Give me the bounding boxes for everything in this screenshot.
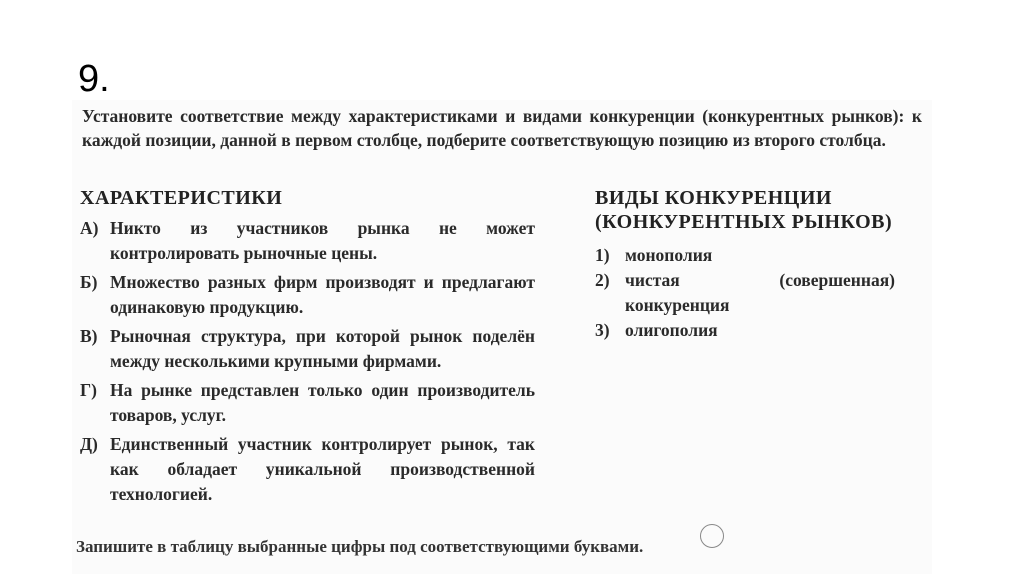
item-letter: В) xyxy=(80,326,98,346)
item-text: монополия xyxy=(625,245,713,265)
item-number: 2) xyxy=(595,270,610,290)
scanned-task xyxy=(72,100,932,574)
kinds-list xyxy=(595,243,895,343)
item-letter: Д) xyxy=(80,434,98,454)
characteristic-item xyxy=(80,378,535,428)
item-text: чистая (совершенная) конкуренция xyxy=(625,270,895,315)
characteristic-item xyxy=(80,216,535,266)
item-text: На рынке представлен только один производитель товаров, услуг. xyxy=(110,380,535,425)
characteristic-item xyxy=(80,270,535,320)
characteristic-item xyxy=(80,432,535,507)
item-letter: Б) xyxy=(80,272,98,292)
item-number: 1) xyxy=(595,245,610,265)
item-text: олигополия xyxy=(625,320,718,340)
item-number: 3) xyxy=(595,320,610,340)
cut-off-instruction: Запишите в таблицу выбранные цифры под соответствующими буквами. xyxy=(76,537,644,556)
item-text: Единственный участник контролирует рынок, так как обладает уникальной производственной технологией. xyxy=(110,434,535,504)
kind-item xyxy=(595,318,895,343)
item-text: Рыночная структура, при которой рынок поделён между несколькими крупными фирмами. xyxy=(110,326,535,371)
kind-item xyxy=(595,268,895,318)
item-letter: А) xyxy=(80,218,99,238)
item-text: Никто из участников рынка не может контролировать рыночные цены. xyxy=(110,218,535,263)
kinds-heading: ВИДЫ КОНКУРЕНЦИИ (КОНКУРЕНТНЫХ РЫНКОВ) xyxy=(595,187,893,233)
characteristics-list xyxy=(80,216,535,511)
item-text: Множество разных фирм производят и предлагают одинаковую продукцию. xyxy=(110,272,535,317)
characteristics-heading: ХАРАКТЕРИСТИКИ xyxy=(80,187,283,209)
item-letter: Г) xyxy=(80,380,97,400)
kind-item xyxy=(595,243,895,268)
slide-number: 9. xyxy=(78,58,110,100)
characteristic-item xyxy=(80,324,535,374)
task-intro: Установите соответствие между характеристиками и видами конкуренции (конкурентных рынков): к каждой позиции, данной в первом столбце, подберите соответствующую позицию из второго столбца. xyxy=(82,106,922,150)
